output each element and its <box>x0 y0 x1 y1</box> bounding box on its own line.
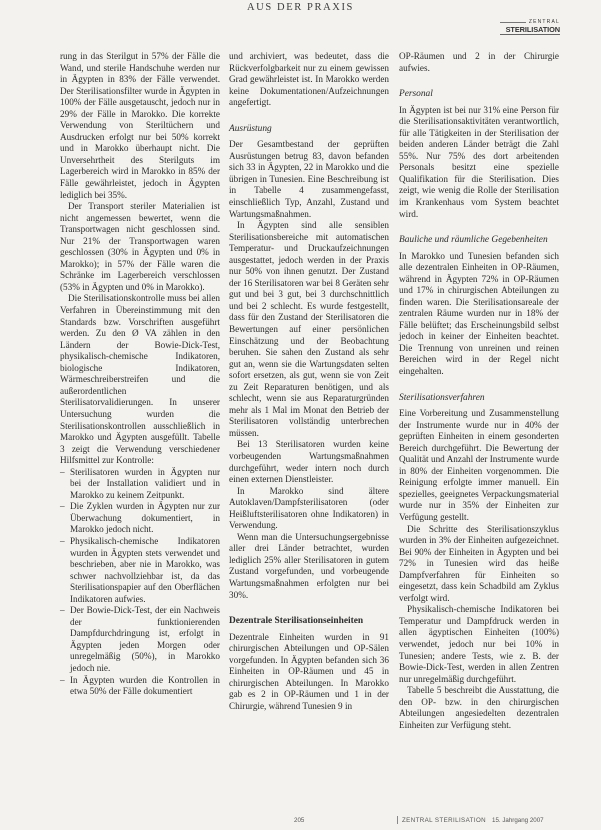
section-header: AUS DER PRAXIS <box>247 2 354 13</box>
paragraph: In Marokko und Tunesien befanden sich alle dezentralen Einheiten in OP-Räumen, während in Ägypten 72% in OP-Räumen und 17% in chirurgischen Abteilungen zu finden waren. Die Sterilisationsareale der zentralen Räume wurden nur in 18% der Fälle belüftet; das Erscheinungsbild selbst jedoch in keiner der Einheiten beachtet. Die Trennung von unreinen und reinen Bereichen wird in der Regel nicht eingehalten. <box>399 250 559 377</box>
paragraph: In Ägypten ist bei nur 31% eine Person für die Sterilisationsaktivitäten verantwortlich, für alle Tätigkeiten in der Sterilisation der beiden anderen Länder beträgt die Zahl 55%. Nur 75% des dort arbeitenden Personals besitzt eine spezielle Qualifikation für die Sterilisation. Dies zeigt, wie wenig die Rolle der Sterilisation im Krankenhaus vom System beachtet wird. <box>399 104 559 219</box>
list-item: – Die Zyklen wurden in Ägypten nur zur Überwachung dokumentiert, in Marokko jedoch nicht. <box>60 501 220 536</box>
paragraph: OP-Räumen und 2 in der Chirurgie aufwies. <box>399 51 559 73</box>
journal-logo <box>500 19 560 35</box>
logo-top-text: ZENTRAL <box>528 19 560 25</box>
text-column-1 <box>60 51 220 698</box>
paragraph: Eine Vorbereitung und Zusammenstellung der Instrumente wurde nur in 40% der geprüften Einheiten in einem gesonderten Bereich durchgeführt. Die Bewertung der Qualität und Anzahl der Instrumente wurde in 80% der Einheiten vorgenommen. Die Reinigung erfolgte immer manuell. Ein spezielles, geeignetes Verpackungsmaterial wurde nur in 35% der Einheiten zur Verfügung gestellt. <box>399 408 559 522</box>
paragraph: Tabelle 5 beschreibt die Ausstattung, die den OP- bzw. in den chirurgischen Abteilungen angesiedelten dezentralen Einheiten zur Verfügung steht. <box>399 685 559 730</box>
paragraph: Wenn man die Untersuchungsergebnisse aller drei Länder betrachtet, wurden lediglich 25% aller Sterilisatoren in gutem Zustand vorgefunden, und vorbeugende Wartungsmaßnahmen erfolgten nur bei 30%. <box>229 531 389 600</box>
footer-journal-name: ZENTRAL STERILISATION <box>402 817 487 824</box>
paragraph: Physikalisch-chemische Indikatoren bei Temperatur und Dampfdruck werden in allen ägyptischen Einheiten (100%) verwendet, jedoch nur bei 10% in Tunesien; andere Tests, wie z. B. der Bowie-Dick-Test, werden in allen Zentren nur unregelmäßig durchgeführt. <box>399 604 559 684</box>
control-list <box>60 467 220 698</box>
paragraph: In Ägypten sind alle sensiblen Sterilisationsbereiche mit automatischen Temperatur- und Druckaufzeichnungen ausgestattet, jedoch werden in der Praxis nur 50% von ihnen genutzt. Der Zustand der 16 Sterilisatoren war bei 8 Geräten sehr gut und bei 3 gut, bei 3 durchschnittlich und bei 2 schlecht. Es wurde festgestellt, dass für den Zustand der Sterilisatoren die Bewertungen auf einer persönlichen Einschätzung und der Beobachtung beruhen. Sie sahen den Zustand als sehr gut an, wenn sie die Wartungsdaten selten sofort ersetzen, als gut, wenn sie von Zeit zu Zeit Reparaturen benötigen, und als schlecht, wenn sie aus Reparaturgründen mehr als 1 Mal im Monat den Betrieb der Sterilisatoren vollständig unterbrechen müssen. <box>229 220 389 438</box>
list-item: – Physikalisch-chemische Indikatoren wurden in Ägypten stets verwendet und beschrieben, aber nie in Marokko, was schwer nachvollziehbar ist, da das Sterilisationspapier auf den Oberflächen Indikatoren aufwies. <box>60 536 220 605</box>
paragraph: Der Transport steriler Materialien ist nicht angemessen bewertet, wenn die Transportwagen nicht geschlossen sind. Nur 21% der Transportwagen waren geschlossen (30% in Ägypten und 0% in Marokko); in 57% der Fälle waren die Schränke im Lagerbereich verschlossen (53% in Ägypten und 0% in Marokko). <box>60 201 220 292</box>
section-heading-dezentrale-einheiten: Dezentrale Sterilisationseinheiten <box>229 616 364 627</box>
page-footer <box>0 816 601 826</box>
paragraph: Dezentrale Einheiten wurden in 91 chirurgischen Abteilungen und OP-Sälen vorgefunden. In Ägypten befanden sich 36 Einheiten in OP-Räumen und 45 in chirurgischen Abteilungen. In Marokko gab es 2 in OP-Räumen und 1 in der Chirurgie, während Tunesien 9 in <box>229 631 389 711</box>
logo-main-text: STERILISATION <box>500 25 560 35</box>
list-item: – Sterilisatoren wurden in Ägypten nur bei der Installation validiert und in Marokko zu keinem Zeitpunkt. <box>60 467 220 502</box>
footer-volume: 15. Jahrgang 2007 <box>492 817 544 824</box>
paragraph: Die Sterilisationskontrolle muss bei allen Verfahren in Übereinstimmung mit den Standards bzw. Vorschriften ausgeführt werden. Zu den Ø VA zählen in den Ländern der Bowie-Dick-Test, physikalisch-chemische Indikatoren, biologische Indikatoren, Wärmeschreiberstreifen und die außerordentlichen Sterilisatorvalidierungen. In unserer Untersuchung wurden die Sterilisationskontrollen ausschließlich in Marokko und Ägypten ausgefüllt. Tabelle 3 zeigt die Verwendung verschiedener Hilfsmittel zur Kontrolle: <box>60 293 220 466</box>
page-number: 205 <box>294 817 305 824</box>
section-heading-personal: Personal <box>399 89 433 100</box>
paragraph: Die Schritte des Sterilisationszyklus wurden in 3% der Einheiten aufgezeichnet. Bei 90% der Einheiten in Ägypten und bei 72% in Tunesien wird das heiße Dampfverfahren für Einheiten so eingesetzt, dass kein Schadbild am Zyklus verfolgt wird. <box>399 523 559 603</box>
list-item: – In Ägypten wurden die Kontrollen in etwa 50% der Fälle dokumentiert <box>60 675 220 698</box>
footer-separator <box>397 816 398 824</box>
paragraph: Der Gesamtbestand der geprüften Ausrüstungen betrug 83, davon befanden sich 33 in Ägypten, 22 in Marokko und die übrigen in Tunesien. Eine Beschreibung ist in Tabelle 4 zusammengefasst, einschließlich Typ, Anzahl, Zustand und Wartungsmaßnahmen. <box>229 139 389 219</box>
section-heading-sterilisationsverfahren: Sterilisationsverfahren <box>399 392 485 403</box>
section-heading-bauliche-gegebenheiten: Bauliche und räumliche Gegebenheiten <box>399 235 548 246</box>
paragraph: und archiviert, was bedeutet, dass die Rückverfolgbarkeit nur zu einem gewissen Grad gewährleistet ist. In Marokko werden keine Dokumentationen/Aufzeichnungen angefertigt. <box>229 51 389 108</box>
list-item: – Der Bowie-Dick-Test, der ein Nachweis der funktionierenden Dampfdurchdringung ist, erfolgt in Ägypten jeden Morgen oder unregelmäßig (50%), in Marokko jedoch nie. <box>60 605 220 674</box>
paragraph: Bei 13 Sterilisatoren wurden keine vorbeugenden Wartungsmaßnahmen durchgeführt, weder intern noch durch einen externen Dienstleister. <box>229 439 389 485</box>
paragraph: rung in das Sterilgut in 57% der Fälle die Wand, und sterile Handschuhe werden nur in Ägypten in 83% der Fälle verwendet. Der Sterilisationsfilter wurde in Ägypten in 100% der Fälle ausgetauscht, jedoch nur in 29% der Fälle in Marokko. Die korrekte Verwendung von Steriltüchern und Ausdrucken erfolgt nur bei 50% korrekt und in Marokko überhaupt nicht. Die Unversehrtheit des Sterilguts im Lagerbereich wird in Marokko in 85% der Fälle gewährleistet, jedoch in Ägypten lediglich bei 35%. <box>60 51 220 200</box>
text-column-3 <box>399 51 559 731</box>
text-column-2 <box>229 51 389 712</box>
logo-rule <box>500 22 526 23</box>
section-heading-ausruestung: Ausrüstung <box>229 123 272 134</box>
paragraph: In Marokko sind ältere Autoklaven/Dampfsterilisatoren (oder Heißluftsterilisatoren ohne Indikatoren) in Verwendung. <box>229 485 389 531</box>
